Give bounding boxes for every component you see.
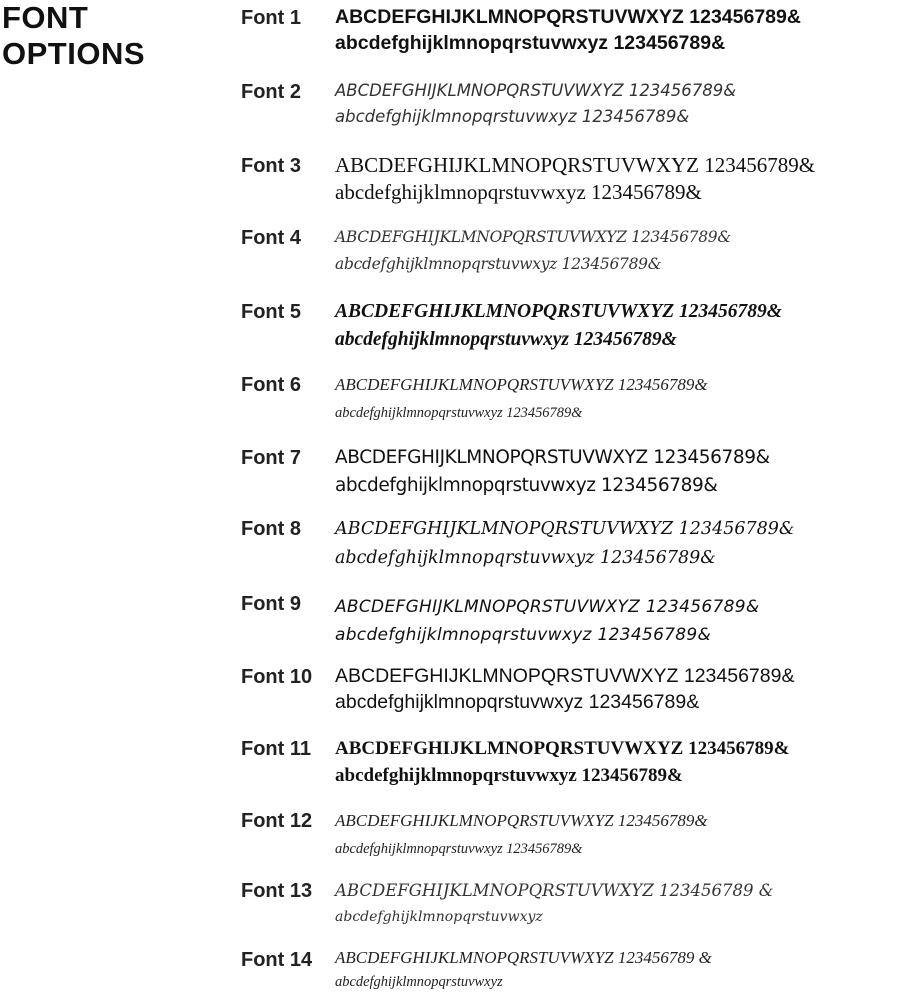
lowercase-sample: abcdefghijklmnopqrstuvwxyz 123456789& [335, 329, 677, 350]
font-sample [335, 515, 794, 573]
lowercase-sample: abcdefghijklmnopqrstuvwxyz 123456789& [335, 180, 702, 204]
heading-line-2: OPTIONS [2, 36, 146, 71]
font-sample [335, 152, 815, 206]
font-label: Font 4 [241, 227, 301, 249]
font-label: Font 13 [241, 880, 313, 902]
uppercase-sample: ABCDEFGHIJKLMNOPQRSTUVWXYZ 123456789& [335, 301, 782, 322]
font-sample [335, 298, 782, 354]
uppercase-sample: ABCDEFGHIJKLMNOPQRSTUVWXYZ 123456789& [335, 228, 731, 246]
lowercase-sample: abcdefghijklmnopqrstuvwxyz 123456789& [335, 691, 700, 713]
lowercase-sample: abcdefghijklmnopqrstuvwxyz [335, 909, 543, 925]
lowercase-sample: abcdefghijklmnopqrstuvwxyz 123456789& [335, 32, 726, 54]
uppercase-sample: ABCDEFGHIJKLMNOPQRSTUVWXYZ 123456789& [335, 375, 708, 394]
font-label: Font 9 [241, 593, 301, 615]
uppercase-sample: ABCDEFGHIJKLMNOPQRSTUVWXYZ 123456789& [335, 447, 770, 468]
font-label: Font 1 [241, 7, 301, 29]
uppercase-sample: ABCDEFGHIJKLMNOPQRSTUVWXYZ 123456789 & [335, 881, 774, 900]
font-sample [335, 4, 801, 56]
uppercase-sample: ABCDEFGHIJKLMNOPQRSTUVWXYZ 123456789& [335, 597, 760, 617]
font-label: Font 14 [241, 949, 313, 971]
font-sample [335, 593, 759, 649]
uppercase-sample: ABCDEFGHIJKLMNOPQRSTUVWXYZ 123456789& [335, 665, 795, 687]
font-label: Font 11 [241, 738, 312, 760]
font-label: Font 6 [241, 374, 301, 396]
page-heading [2, 0, 145, 72]
font-sample [335, 735, 789, 789]
font-sample [335, 946, 712, 994]
font-sample [335, 663, 794, 715]
font-label: Font 5 [241, 301, 301, 323]
font-sample [335, 444, 770, 500]
heading-line-1: FONT [2, 0, 89, 35]
font-label: Font 8 [241, 518, 301, 540]
uppercase-sample: ABCDEFGHIJKLMNOPQRSTUVWXYZ 123456789& [335, 6, 801, 28]
uppercase-sample: ABCDEFGHIJKLMNOPQRSTUVWXYZ 123456789& [335, 153, 816, 177]
font-sample [335, 78, 736, 130]
font-label: Font 7 [241, 447, 301, 469]
font-label: Font 3 [241, 155, 301, 177]
font-sample [335, 877, 773, 931]
uppercase-sample: ABCDEFGHIJKLMNOPQRSTUVWXYZ 123456789& [335, 519, 795, 539]
lowercase-sample: abcdefghijklmnopqrstuvwxyz 123456789& [335, 841, 583, 857]
lowercase-sample: abcdefghijklmnopqrstuvwxyz 123456789& [335, 625, 712, 645]
font-sample [335, 371, 708, 427]
lowercase-sample: abcdefghijklmnopqrstuvwxyz [335, 974, 503, 990]
lowercase-sample: abcdefghijklmnopqrstuvwxyz 123456789& [335, 475, 718, 496]
uppercase-sample: ABCDEFGHIJKLMNOPQRSTUVWXYZ 123456789 & [335, 948, 712, 967]
lowercase-sample: abcdefghijklmnopqrstuvwxyz 123456789& [335, 107, 690, 126]
uppercase-sample: ABCDEFGHIJKLMNOPQRSTUVWXYZ 123456789& [335, 811, 708, 830]
font-label: Font 10 [241, 666, 313, 688]
font-label: Font 12 [241, 810, 313, 832]
lowercase-sample: abcdefghijklmnopqrstuvwxyz 123456789& [335, 405, 583, 421]
font-label: Font 2 [241, 81, 301, 103]
font-sample [335, 807, 708, 863]
uppercase-sample: ABCDEFGHIJKLMNOPQRSTUVWXYZ 123456789& [335, 738, 790, 759]
uppercase-sample: ABCDEFGHIJKLMNOPQRSTUVWXYZ 123456789& [335, 81, 737, 100]
lowercase-sample: abcdefghijklmnopqrstuvwxyz 123456789& [335, 255, 662, 273]
font-sample [335, 224, 731, 278]
lowercase-sample: abcdefghijklmnopqrstuvwxyz 123456789& [335, 765, 683, 786]
lowercase-sample: abcdefghijklmnopqrstuvwxyz 123456789& [335, 548, 716, 568]
